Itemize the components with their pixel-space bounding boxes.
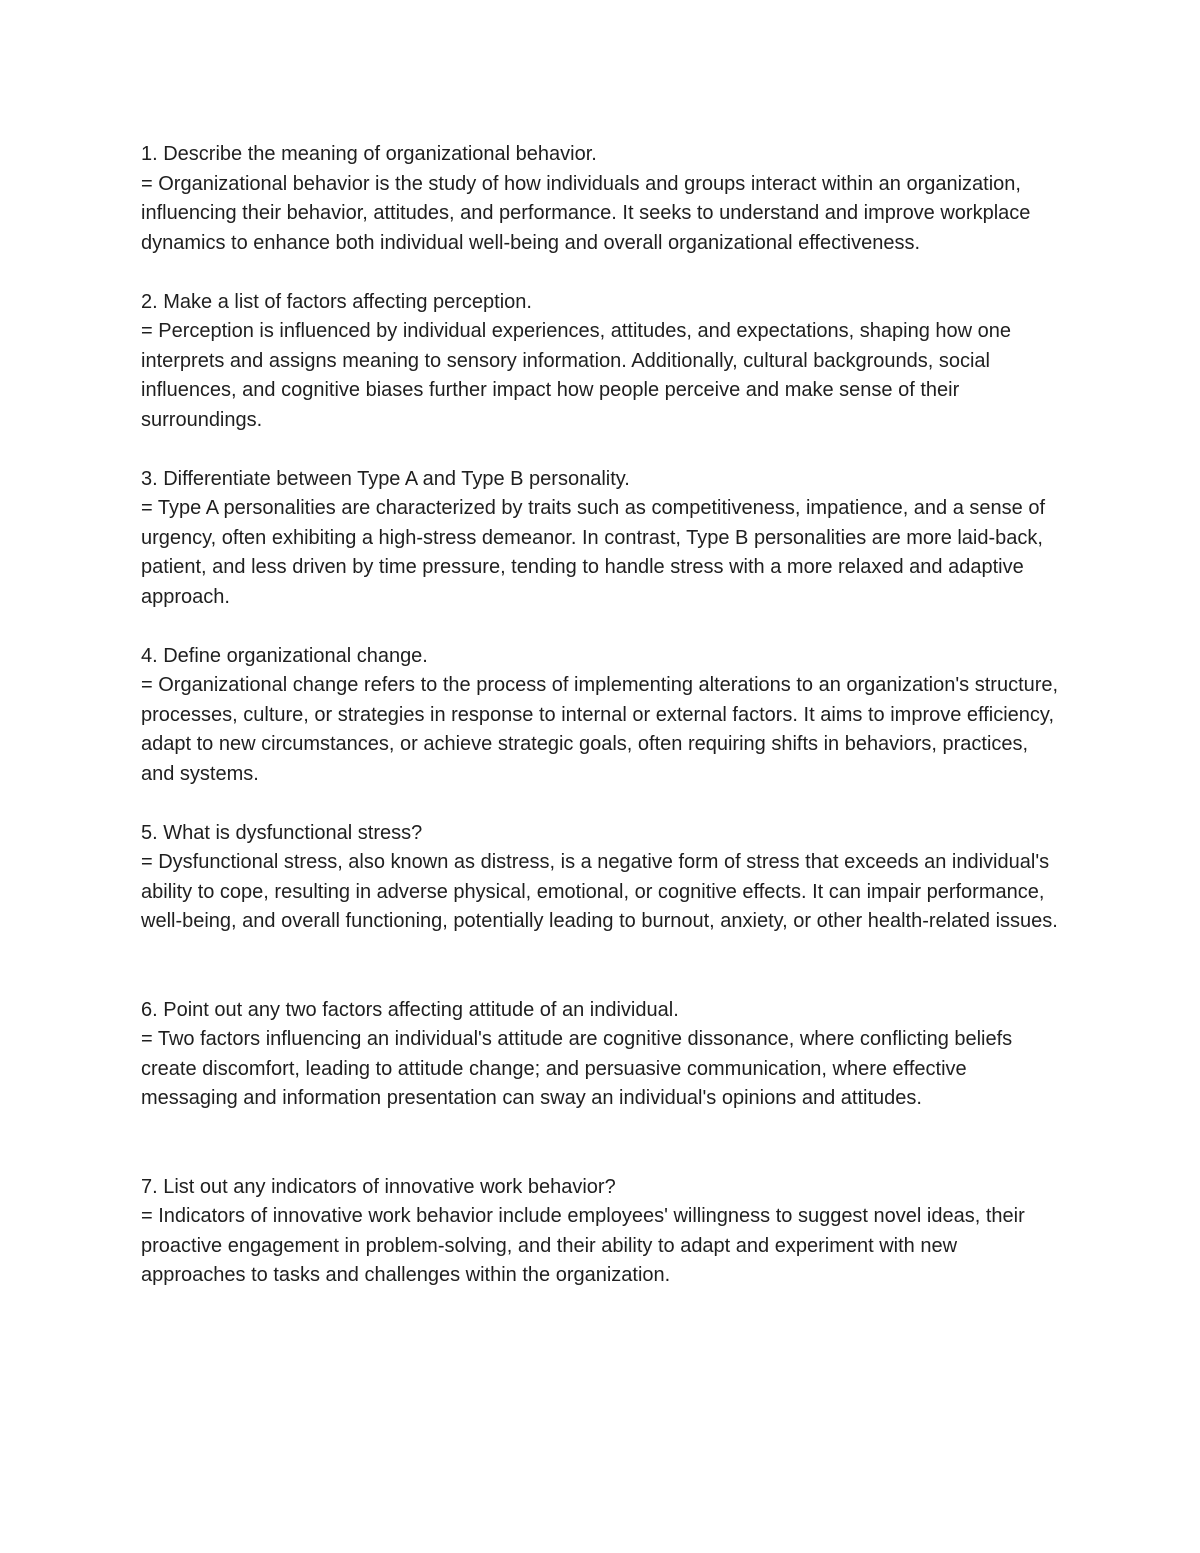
- qa-item-1: [141, 140, 1066, 258]
- qa-item-6: [141, 996, 1066, 1114]
- answer-text: = Organizational behavior is the study of how individuals and groups interact within an organization, influencing their behavior, attitudes, and performance. It seeks to understand and improve workplace dynamics to enhance both individual well-being and overall organizational effectiveness.: [141, 172, 1031, 254]
- answer-text: = Perception is influenced by individual experiences, attitudes, and expectations, shaping how one interprets and assigns meaning to sensory information. Additionally, cultural backgrounds, social influences, and cognitive biases further impact how people perceive and make sense of their surroundings.: [141, 320, 1012, 431]
- question-text: 2. Make a list of factors affecting perception.: [141, 290, 532, 313]
- question-text: 3. Differentiate between Type A and Type B personality.: [141, 467, 630, 490]
- question-text: 5. What is dysfunctional stress?: [141, 821, 423, 844]
- qa-item-2: [141, 288, 1066, 436]
- qa-item-4: [141, 642, 1066, 790]
- question-text: 4. Define organizational change.: [141, 644, 428, 667]
- question-text: 1. Describe the meaning of organizational behavior.: [141, 143, 597, 165]
- answer-text: = Two factors influencing an individual's attitude are cognitive dissonance, where conflicting beliefs create discomfort, leading to attitude change; and persuasive communication, where effective messaging and information presentation can sway an individual's opinions and attitudes.: [141, 1028, 1013, 1109]
- document-body: [141, 140, 1066, 1320]
- question-text: 7. List out any indicators of innovative work behavior?: [141, 1175, 616, 1198]
- qa-item-3: [141, 465, 1066, 613]
- answer-text: = Dysfunctional stress, also known as distress, is a negative form of stress that exceeds an individual's ability to cope, resulting in adverse physical, emotional, or cognitive effects. It can impair performance, well-being, and overall functioning, potentially leading to burnout, anxiety, or other health-related issues.: [141, 851, 1058, 932]
- qa-item-5: [141, 819, 1066, 937]
- answer-text: = Type A personalities are characterized by traits such as competitiveness, impatience, and a sense of urgency, often exhibiting a high-stress demeanor. In contrast, Type B personalities are more laid-back, patient, and less driven by time pressure, tending to handle stress with a more relaxed and adaptive approach.: [141, 497, 1046, 608]
- answer-text: = Organizational change refers to the process of implementing alterations to an organization's structure, processes, culture, or strategies in response to internal or external factors. It aims to improve efficiency, adapt to new circumstances, or achieve strategic goals, often requiring shifts in behaviors, practices, and systems.: [141, 674, 1059, 785]
- qa-item-7: [141, 1173, 1066, 1291]
- answer-text: = Indicators of innovative work behavior include employees' willingness to suggest novel ideas, their proactive engagement in problem-solving, and their ability to adapt and experiment with new approaches to tasks and challenges within the organization.: [141, 1205, 1025, 1286]
- question-text: 6. Point out any two factors affecting attitude of an individual.: [141, 998, 679, 1021]
